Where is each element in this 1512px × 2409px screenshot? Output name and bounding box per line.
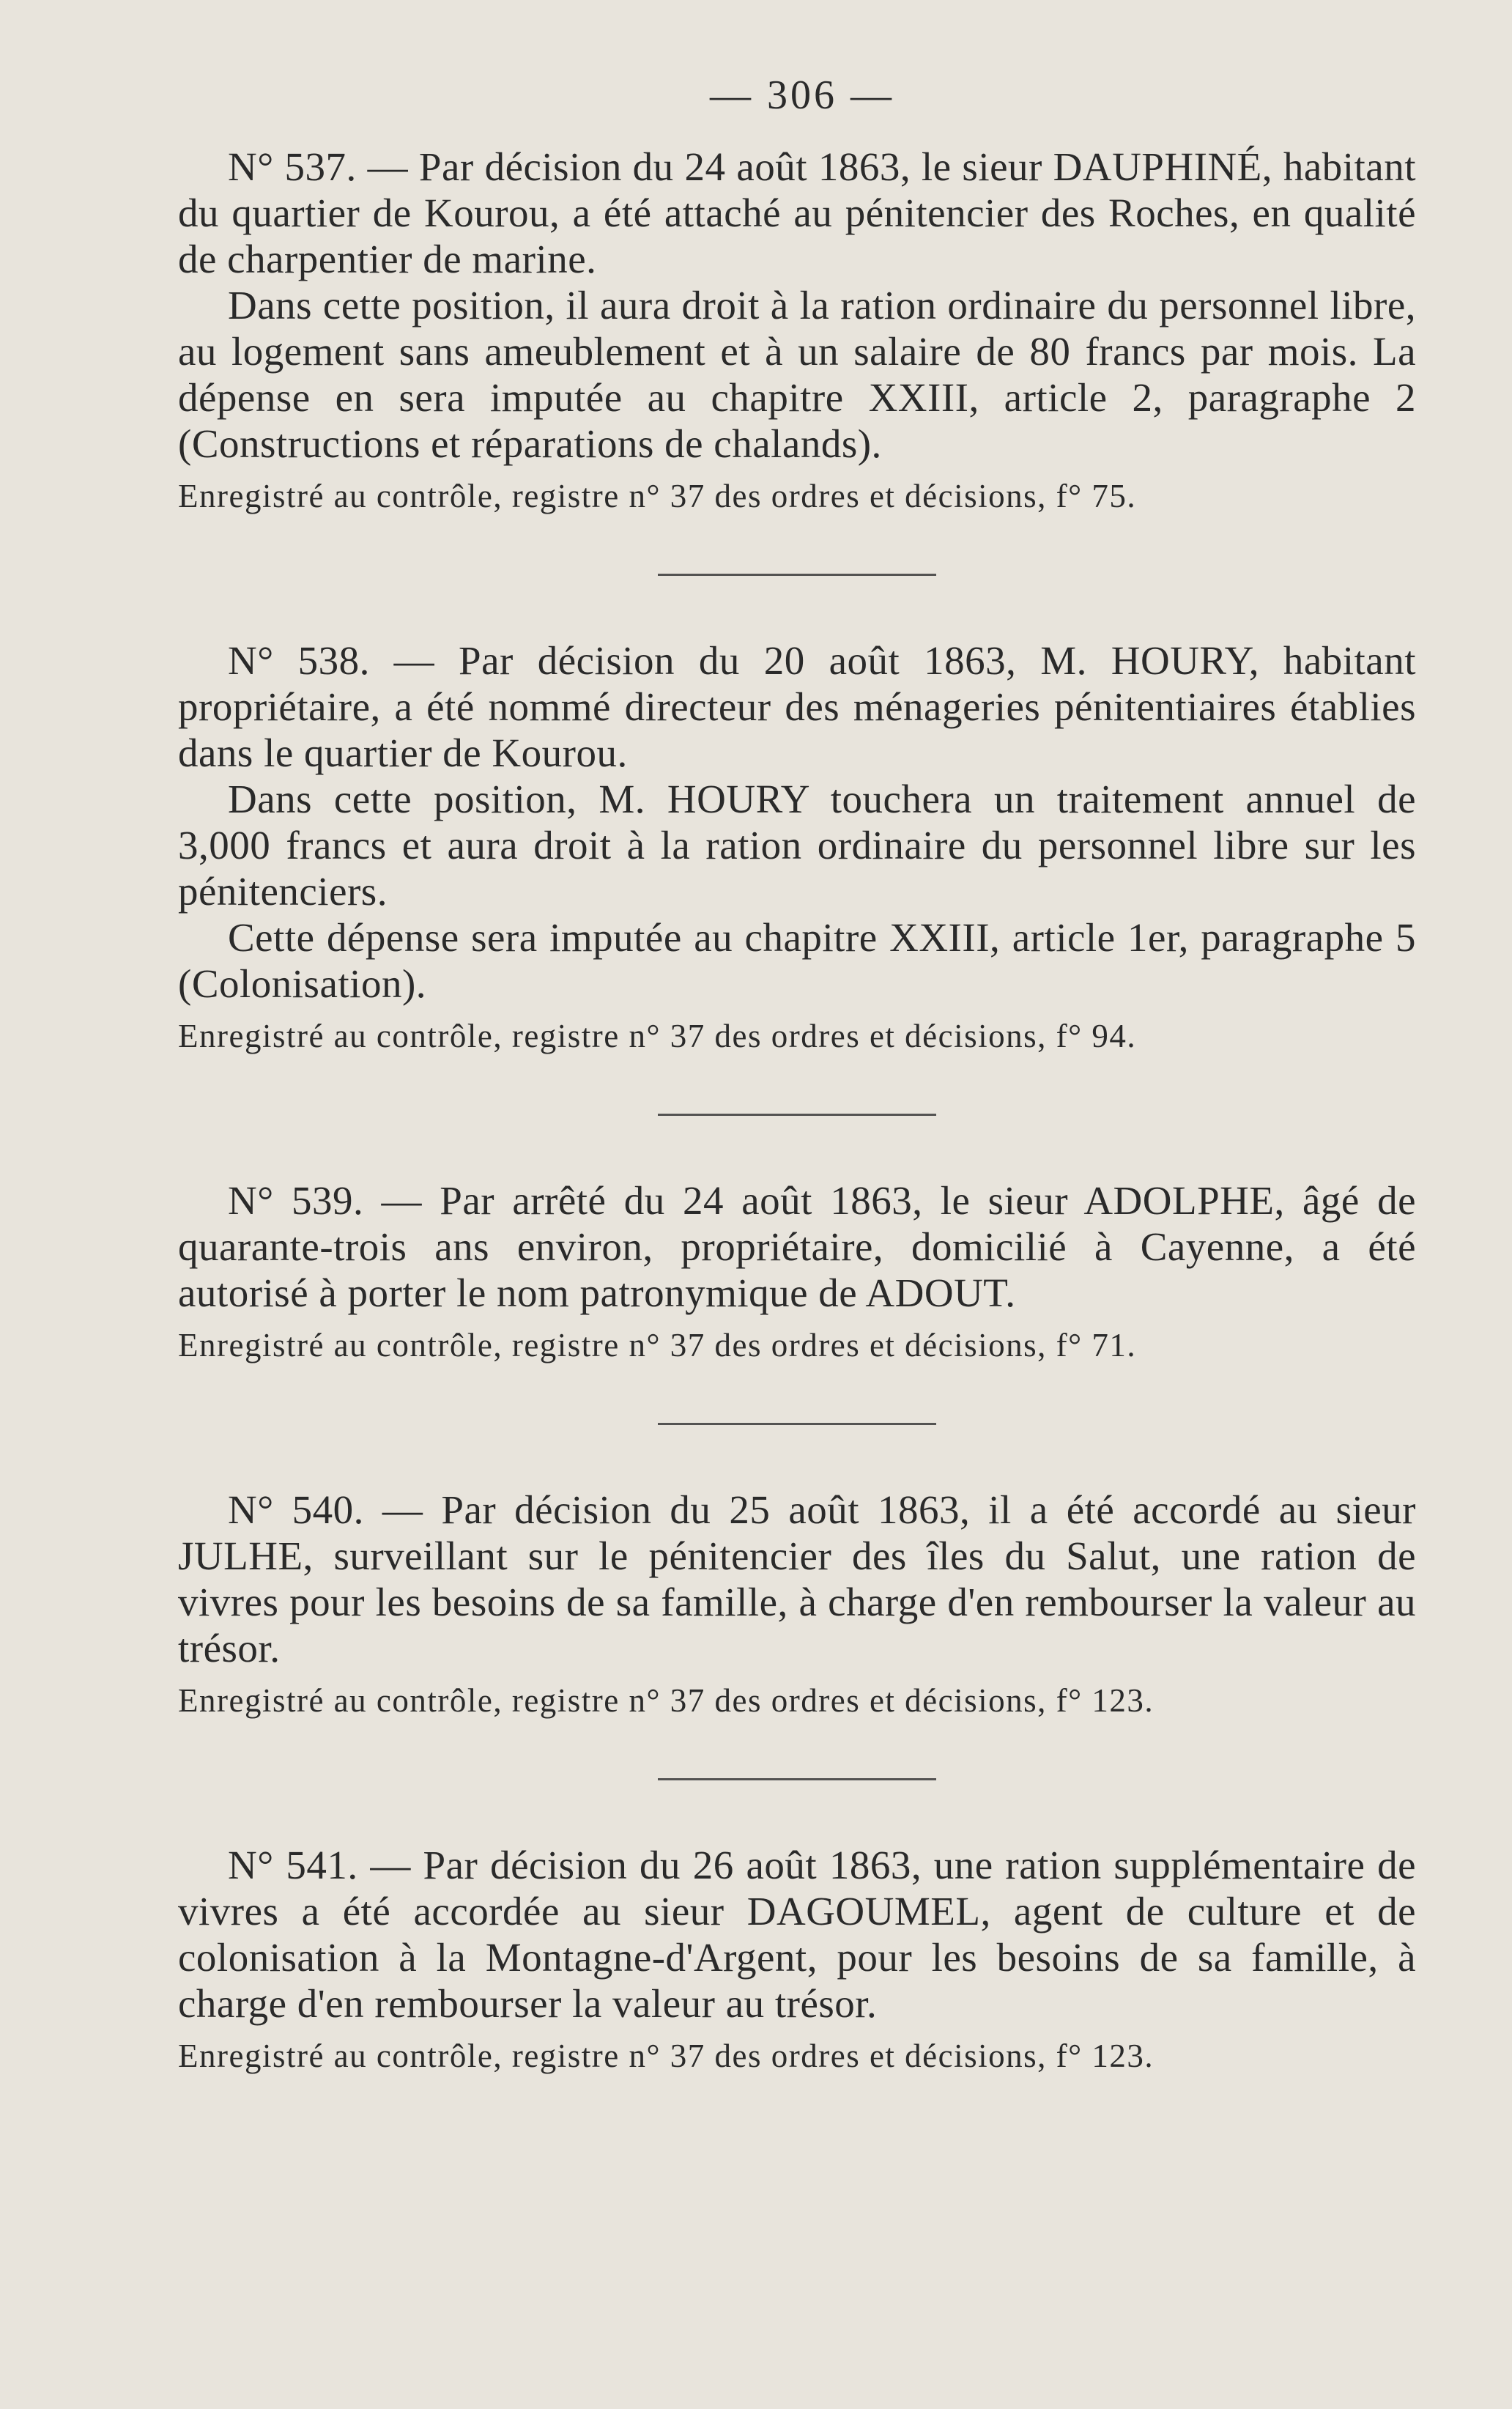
entry-537 <box>178 144 1416 517</box>
section-divider <box>658 1778 936 1780</box>
registry-note: Enregistré au contrôle, registre n° 37 des ordres et décisions, f° 123. <box>178 2038 1155 2074</box>
entry-paragraph: Dans cette position, M. HOURY touchera un traitement annuel de 3,000 francs et aura droit à la ration ordinaire du personnel libre sur les pénitenciers. <box>178 777 1416 914</box>
registry-note: Enregistré au contrôle, registre n° 37 des ordres et décisions, f° 75. <box>178 478 1137 514</box>
entry-paragraph: N° 539. — Par arrêté du 24 août 1863, le sieur ADOLPHE, âgé de quarante-trois ans environ, propriétaire, domicilié à Cayenne, a été autorisé à porter le nom patronymique de ADOUT. <box>178 1178 1416 1315</box>
registry-note: Enregistré au contrôle, registre n° 37 des ordres et décisions, f° 94. <box>178 1018 1137 1054</box>
entry-540 <box>178 1487 1416 1721</box>
entry-539 <box>178 1177 1416 1366</box>
entry-paragraph: Dans cette position, il aura droit à la ration ordinaire du personnel libre, au logement sans ameublement et à un salaire de 80 francs par mois. La dépense en sera imputée au chapitre XXIII, article 2, paragraphe 2 (Constructions et réparations de chalands). <box>178 283 1416 466</box>
entry-paragraph: N° 537. — Par décision du 24 août 1863, le sieur DAUPHINÉ, habitant du quartier de Kourou, a été attaché au pénitencier des Roches, en qualité de charpentier de marine. <box>178 144 1416 281</box>
entry-541 <box>178 1842 1416 2076</box>
registry-note: Enregistré au contrôle, registre n° 37 des ordres et décisions, f° 71. <box>178 1327 1137 1363</box>
entry-538 <box>178 637 1416 1057</box>
entry-paragraph: N° 541. — Par décision du 26 août 1863, une ration supplémentaire de vivres a été accordée au sieur DAGOUMEL, agent de culture et de colonisation à la Montagne-d'Argent, pour les besoins de sa famille, à charge d'en rembourser la valeur au trésor. <box>178 1843 1416 2026</box>
section-divider <box>658 1114 936 1116</box>
page-number: — 306 — <box>710 73 894 118</box>
registry-note: Enregistré au contrôle, registre n° 37 des ordres et décisions, f° 123. <box>178 1682 1155 1719</box>
entry-paragraph: N° 540. — Par décision du 25 août 1863, il a été accordé au sieur JULHE, surveillant sur le pénitencier des îles du Salut, une ration de vivres pour les besoins de sa famille, à charge d'en rembourser la valeur au trésor. <box>178 1487 1416 1670</box>
entry-paragraph: Cette dépense sera imputée au chapitre XXIII, article 1er, paragraphe 5 (Colonisation). <box>178 915 1416 1006</box>
document-body <box>178 144 1416 2076</box>
section-divider <box>658 1423 936 1425</box>
section-divider <box>658 574 936 576</box>
entry-paragraph: N° 538. — Par décision du 20 août 1863, M. HOURY, habitant propriétaire, a été nommé directeur des ménageries pénitentiaires établies dans le quartier de Kourou. <box>178 638 1416 775</box>
